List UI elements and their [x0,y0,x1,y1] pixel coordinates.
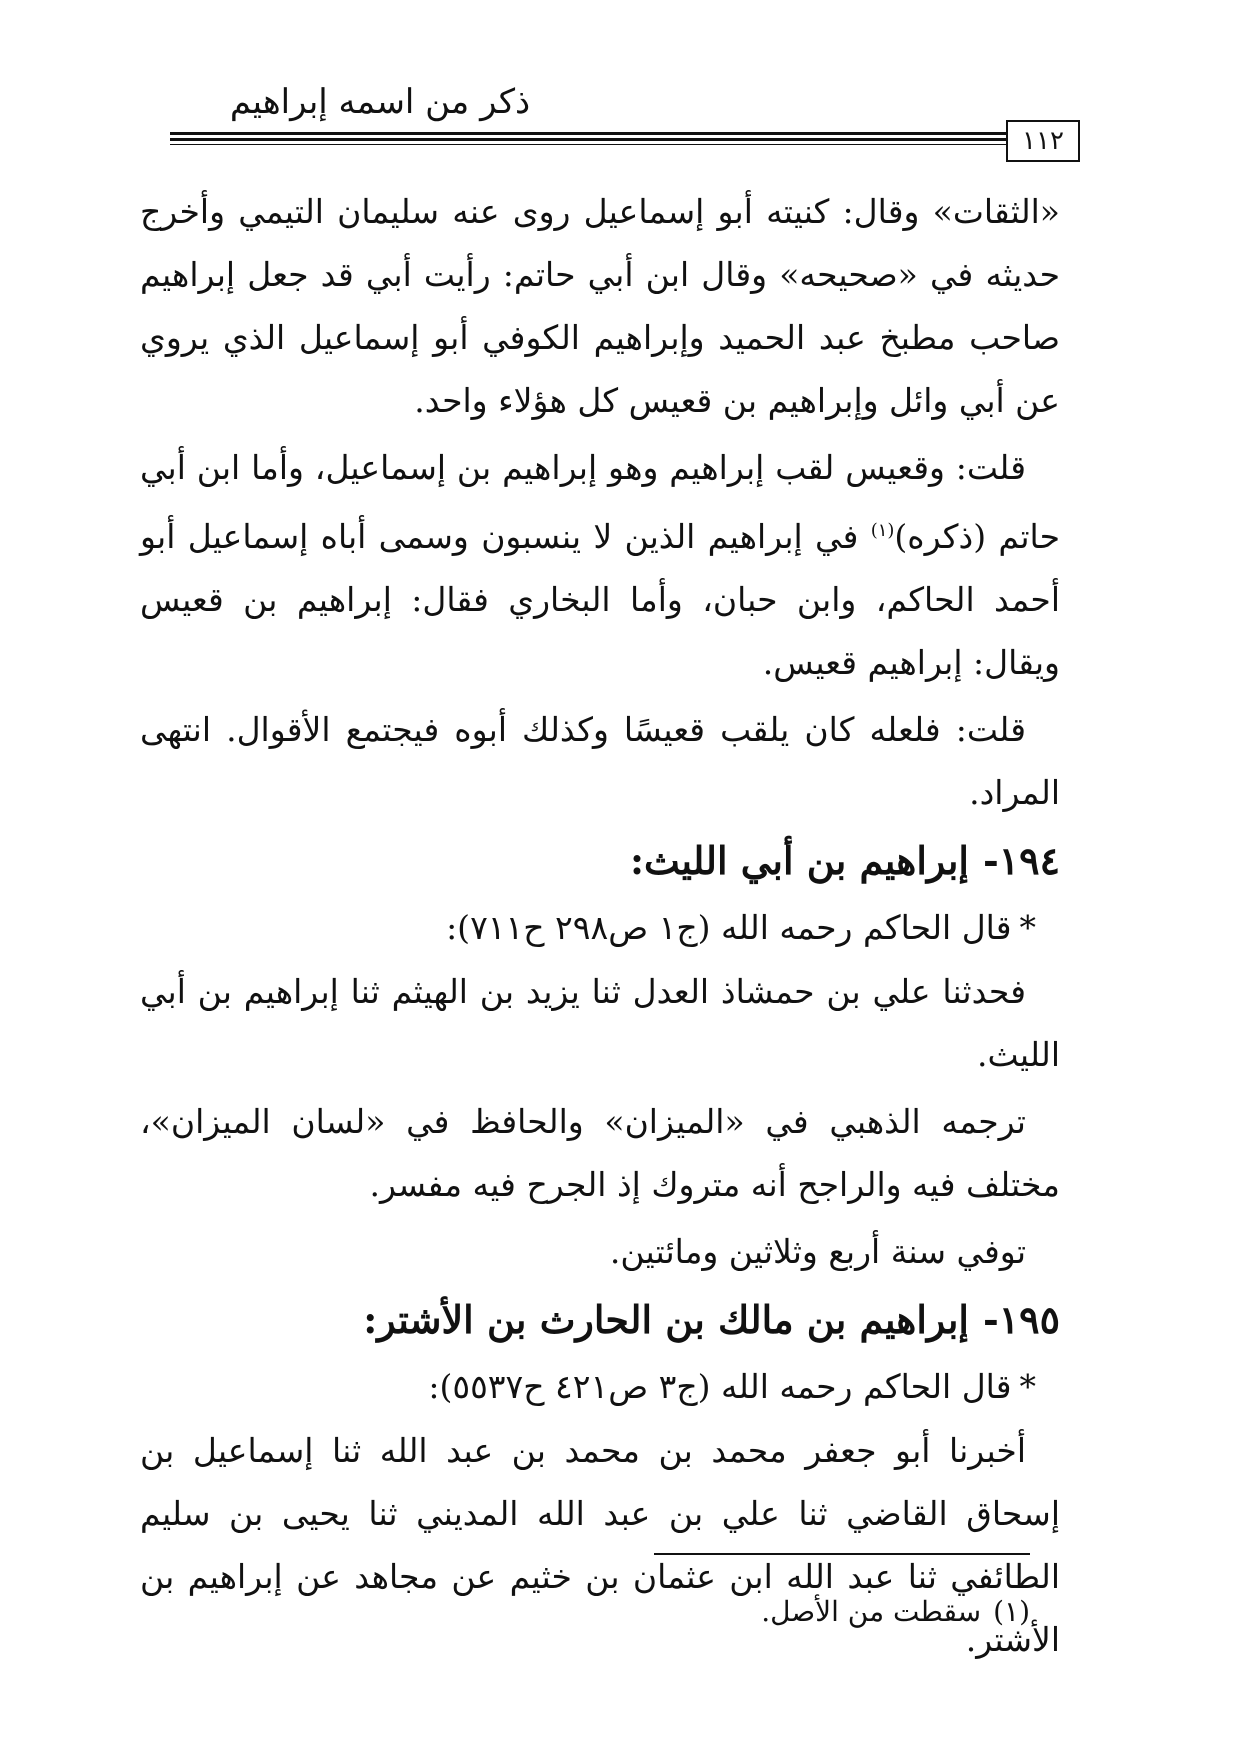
paragraph-text: قلت: وقعيس لقب إبراهيم وهو إبراهيم بن إسماعيل، وأما ابن أبي حاتم (ذكره) [140,448,1061,556]
paragraph [140,436,1060,694]
isnad-chain: فحدثنا علي بن حمشاذ العدل ثنا يزيد بن الهيثم ثنا إبراهيم بن أبي الليث. [140,972,1060,1074]
main-text [140,180,1060,1675]
entry-heading [140,1287,1060,1353]
header-rule [170,132,1034,135]
paragraph-text: في إبراهيم الذين لا ينسبون وسمى أباه إسماعيل أبو أحمد الحاكم، وابن حبان، وأما البخاري فقال: إبراهيم بن قعيس ويقال: إبراهيم قعيس. [140,517,1060,682]
asterisk-marker: * [1019,1367,1036,1406]
source-citation [140,1355,1060,1419]
header-rule [170,138,1034,141]
citation-text: قال الحاكم رحمه الله (ج١ ص٢٩٨ ح٧١١): [446,908,1012,947]
citation-text: قال الحاكم رحمه الله (ج٣ ص٤٢١ ح٥٥٣٧): [428,1367,1012,1406]
running-title: ذكر من اسمه إبراهيم [229,82,531,122]
footnote-number: (١) [993,1595,1030,1628]
paragraph: ترجمه الذهبي في «الميزان» والحافظ في «لسان الميزان»، مختلف فيه والراجح أنه متروك إذ الجرح فيه مفسر. [140,1102,1060,1204]
asterisk-marker: * [1019,908,1036,947]
footnote [600,1592,1030,1632]
footnote-text: سقطت من الأصل. [761,1595,982,1628]
paragraph: قلت: فلعله كان يلقب قعيسًا وكذلك أبوه فيجتمع الأقوال. انتهى المراد. [140,710,1060,812]
page-number: ١١٢ [1006,120,1080,162]
footnote-rule [654,1553,1030,1555]
entry-title: إبراهيم بن أبي الليث: [630,838,969,883]
source-citation [140,896,1060,960]
header-rule [170,144,1034,145]
entry-number: ١٩٥- [982,1297,1060,1342]
footnote-reference: (١) [870,520,895,541]
entry-title: إبراهيم بن مالك بن الحارث بن الأشتر: [363,1297,969,1342]
paragraph: «الثقات» وقال: كنيته أبو إسماعيل روى عنه سليمان التيمي وأخرج حديثه في «صحيحه» وقال ابن أبي حاتم: رأيت أبي قد جعل إبراهيم صاحب مطبخ عبد الحميد وإبراهيم الكوفي أبو إسماعيل الذي يروي عن أبي وائل وإبراهيم بن قعيس كل هؤلاء واحد. [140,192,1060,420]
paragraph: توفي سنة أربع وثلاثين ومائتين. [609,1232,1026,1271]
running-header [170,72,1080,156]
entry-number: ١٩٤- [982,838,1060,883]
isnad-chain: أخبرنا أبو جعفر محمد بن محمد بن عبد الله ثنا إسماعيل بن إسحاق القاضي ثنا علي بن عبد الله المديني ثنا يحيى بن سليم الطائفي ثنا عبد الله ابن عثمان بن خثيم عن مجاهد عن إبراهيم بن الأشتر. [140,1431,1060,1659]
entry-heading [140,828,1060,894]
